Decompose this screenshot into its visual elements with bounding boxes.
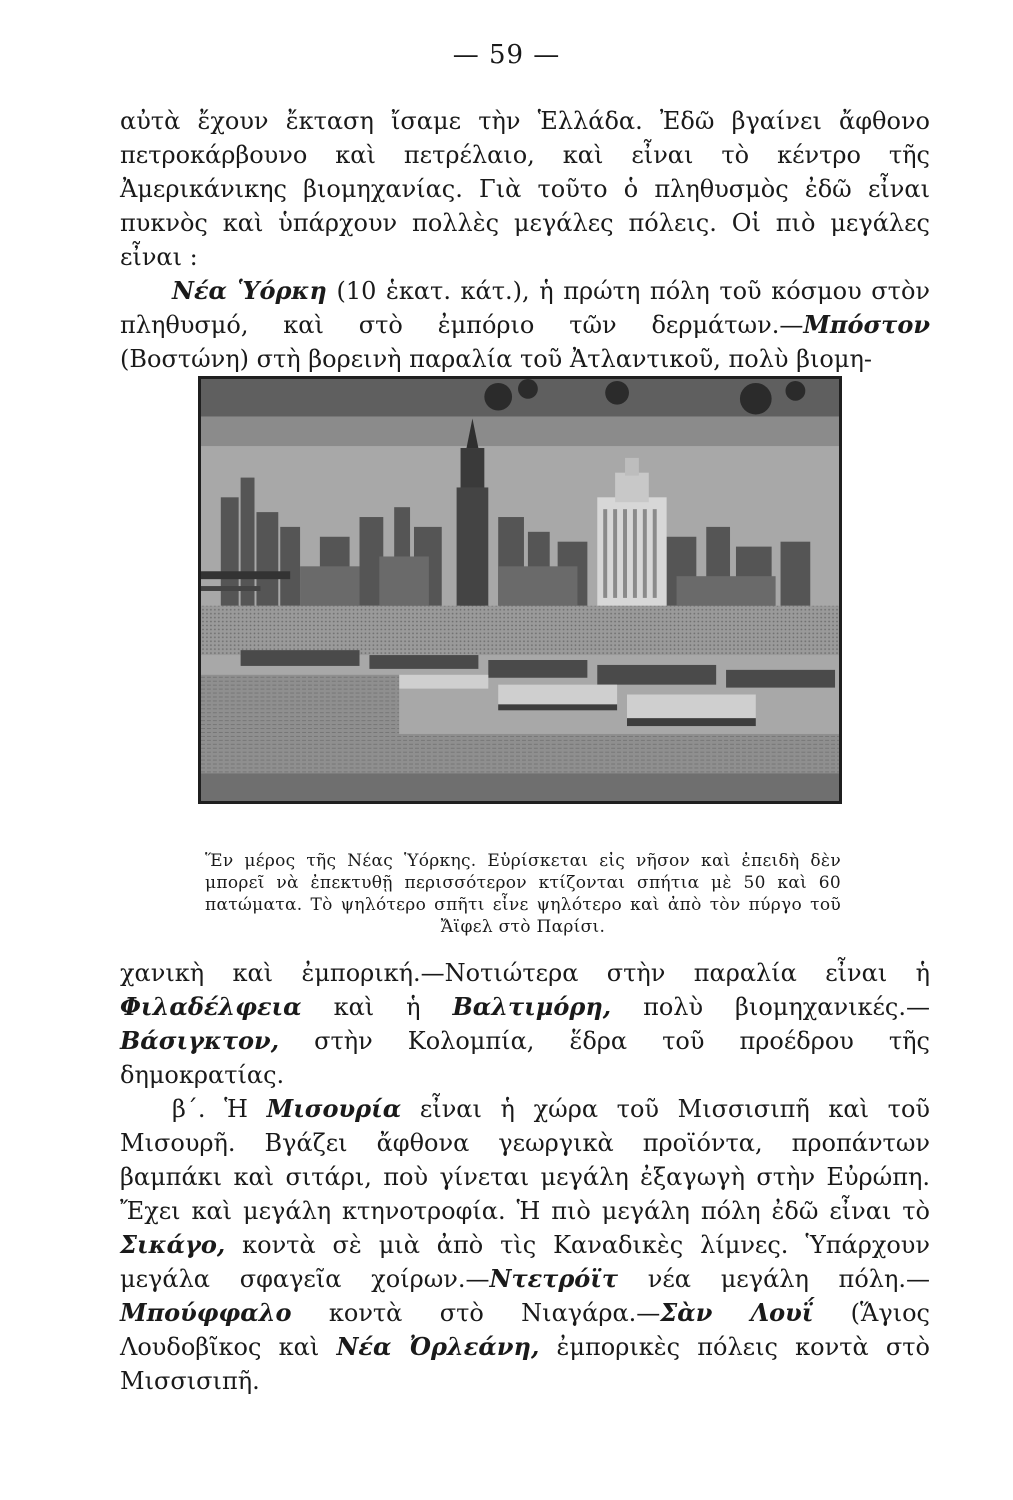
city-name-baltimore: Βαλτιμόρη,: [452, 992, 612, 1021]
text-run: (Ἅγιος Λουδοβῖκος καὶ: [120, 1299, 931, 1361]
text-run: β΄. Ἡ: [172, 1095, 267, 1123]
text-run: ἐμπορικὲς πόλεις κοντὰ στὸ Μισσισιπῆ.: [120, 1333, 931, 1395]
city-name-st-louis: Σὰν Λουΐ: [660, 1298, 814, 1327]
city-name-new-york: Νέα Ὑόρκη: [172, 276, 327, 305]
text-run: αὐτὰ ἔχουν ἔκταση ἴσαμε τὴν Ἑλλάδα. Ἐδῶ βγαίνει ἄφθονο πετροκάρβουνο καὶ πετρέλαιο, καὶ εἶναι τὸ κέντρο τῆς Ἀμερικάνικης βιομηχανίας. Γιὰ τοῦτο ὁ πληθυσμὸς ἐδῶ εἶναι πυκνὸς καὶ ὑπάρχουν πολλὲς μεγάλες πόλεις. Οἱ πιὸ μεγάλες εἶναι :: [120, 107, 930, 271]
photo-caption: Ἕν μέρος τῆς Νέας Ὑόρκης. Εὑρίσκεται εἰς νῆσον καὶ ἐπειδὴ δὲν μπορεῖ νὰ ἐπεκτυθῇ περισσότερον κτίζονται σπήτια μὲ 50 καὶ 60 πατώματα. Τὸ ψηλότερο σπῆτι εἶνε ψηλότερο καὶ ἀπὸ τὸν πύργο τοῦ Ἄϊφελ στὸ Παρίσι.: [205, 851, 841, 937]
text-run: νέα μεγάλη πόλη.—: [618, 1265, 930, 1293]
city-name-washington: Βάσιγκτον,: [120, 1026, 280, 1055]
skyline-illustration: [201, 379, 839, 801]
text-run: πολὺ βιομηχανικές.—: [611, 993, 930, 1021]
text-run: εἶναι ἡ χώρα τοῦ Μισσισιπῆ καὶ τοῦ Μισουρῆ. Βγάζει ἄφθονα γεωργικὰ προϊόντα, προπάντων βαμπάκι καὶ σιτάρι, ποὺ γίνεται μεγάλη ἐξαγωγὴ στὴν Εὐρώπη. Ἔχει καὶ μεγάλη κτηνοτροφία. Ἡ πιὸ μεγάλη πόλη ἐδῶ εἶναι τὸ: [120, 1095, 930, 1225]
text-run: χανικὴ καὶ ἐμπορική.—Νοτιώτερα στὴν παραλία εἶναι ἡ: [120, 959, 930, 987]
text-run: στὴν Κολομπία, ἕδρα τοῦ προέδρου τῆς δημοκρατίας.: [120, 1027, 930, 1089]
city-name-new-orleans: Νέα Ὀρλεάνη,: [336, 1332, 540, 1361]
page-number: — 59 —: [452, 40, 561, 70]
new-york-skyline-photo: [198, 376, 842, 804]
text-run: (10 ἑκατ. κάτ.), ἡ πρώτη πόλη τοῦ κόσμου στὸν πληθυσμό, καὶ στὸ ἐμπόριο τῶν δερμάτων.—: [120, 277, 930, 339]
city-name-chicago: Σικάγο,: [120, 1230, 226, 1259]
text-run: καὶ ἡ: [301, 993, 453, 1021]
text-run: (Βοστώνη) στὴ βορεινὴ παραλία τοῦ Ἀτλαντικοῦ, πολὺ βιομη-: [120, 345, 872, 373]
city-name-buffalo: Μπούφφαλο: [120, 1298, 292, 1327]
city-name-boston: Μπόστον: [803, 310, 930, 339]
paragraph-bottom: [120, 956, 930, 1398]
city-name-detroit: Ντετρόϊτ: [489, 1264, 619, 1293]
text-run: κοντὰ σὲ μιὰ ἀπὸ τὶς Καναδικὲς λίμνες. Ὑπάρχουν μεγάλα σφαγεῖα χοίρων.—: [120, 1231, 930, 1293]
region-name-missouri: Μισουρία: [266, 1094, 402, 1123]
city-name-philadelphia: Φιλαδέλφεια: [120, 992, 302, 1021]
paragraph-top: [120, 104, 930, 376]
text-run: κοντὰ στὸ Νιαγάρα.—: [291, 1299, 661, 1327]
